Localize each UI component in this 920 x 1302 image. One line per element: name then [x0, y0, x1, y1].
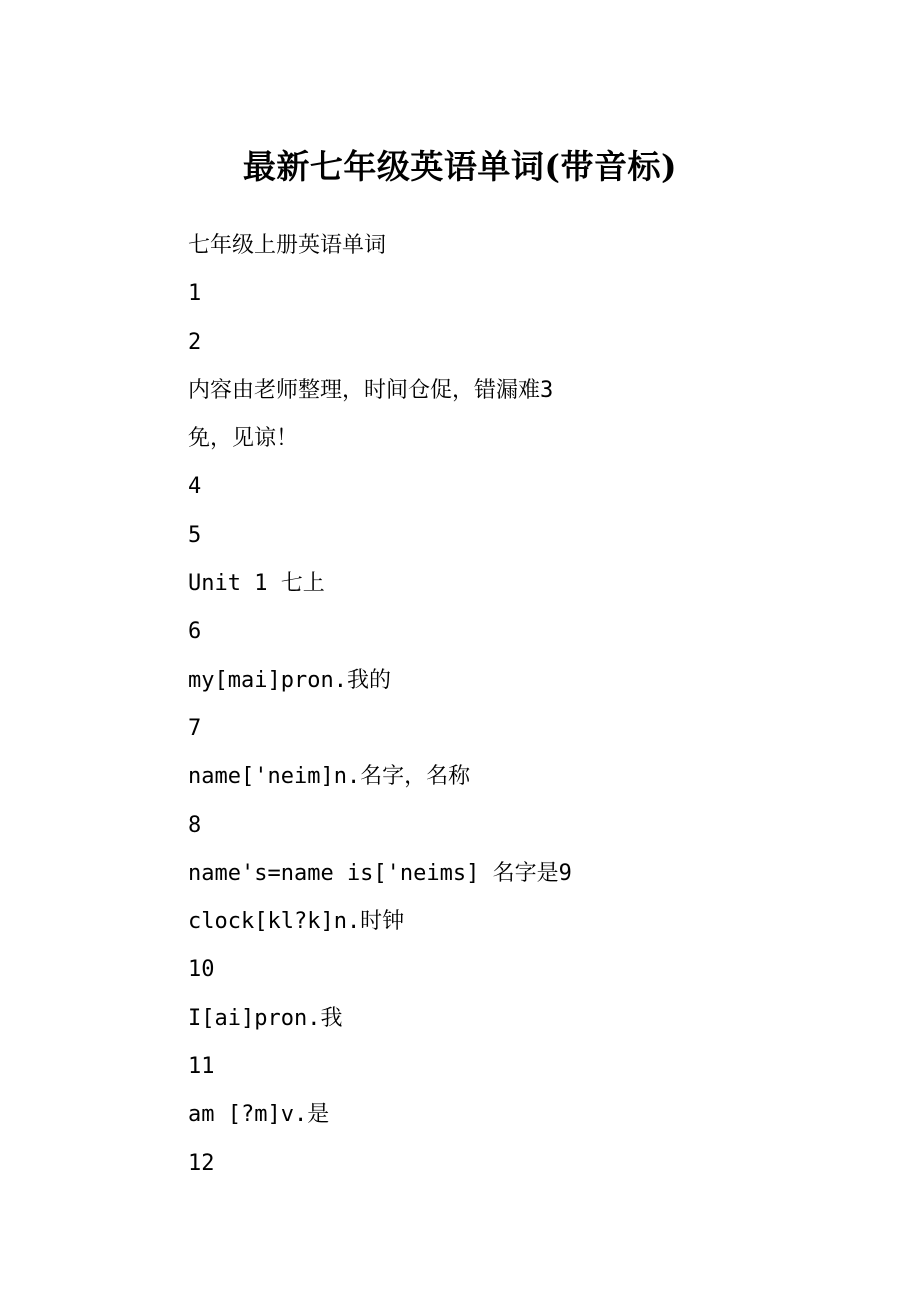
- text-line-12: name['neim]n.名字，名称: [188, 764, 471, 790]
- text-line-3: 2: [188, 329, 202, 355]
- text-line-19: am [?m]v.是: [188, 1102, 330, 1128]
- text-line-1: 七年级上册英语单词: [188, 233, 387, 258]
- document-body: [188, 226, 888, 1192]
- text-line-5: 免，见谅！: [188, 426, 299, 452]
- text-line-15: clock[kl?k]n.时钟: [188, 909, 405, 935]
- text-line-11: 7: [188, 715, 202, 741]
- text-line-17: I[ai]pron.我: [188, 1005, 343, 1031]
- text-line-16: 10: [188, 957, 215, 983]
- text-line-9: 6: [188, 619, 202, 645]
- text-line-14: name's=name is['neims] 名字是9: [188, 860, 572, 886]
- text-line-13: 8: [188, 812, 202, 838]
- text-line-18: 11: [188, 1054, 215, 1080]
- text-line-20: 12: [188, 1150, 215, 1176]
- text-line-4: 内容由老师整理，时间仓促，错漏难3: [188, 377, 554, 403]
- text-line-6: 4: [188, 474, 202, 500]
- text-line-7: 5: [188, 522, 202, 548]
- text-line-10: my[mai]pron.我的: [188, 667, 391, 693]
- document-title: 最新七年级英语单词(带音标): [242, 147, 678, 186]
- text-line-8: Unit 1 七上: [188, 571, 325, 597]
- text-line-2: 1: [188, 281, 202, 307]
